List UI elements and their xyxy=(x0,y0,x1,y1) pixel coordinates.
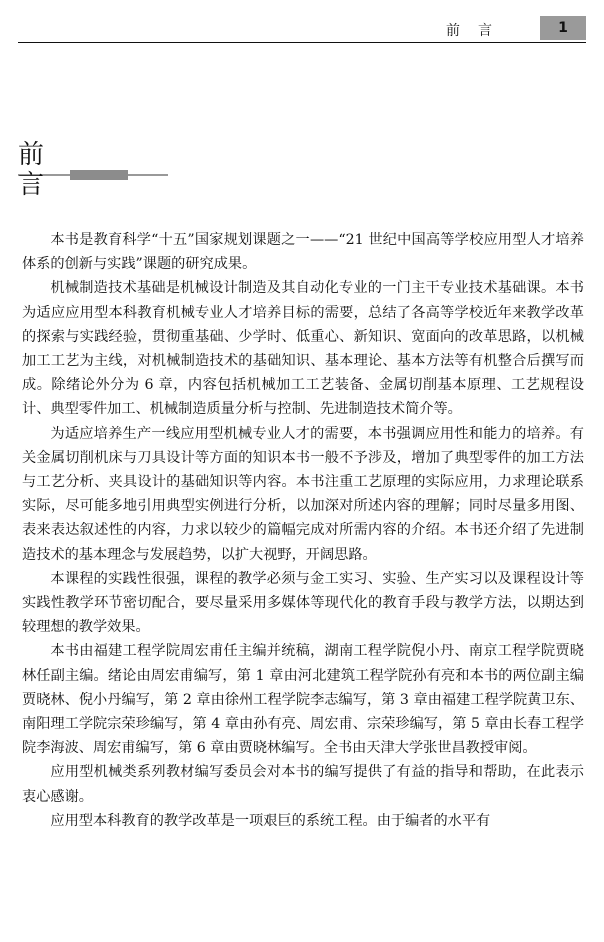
paragraph: 为适应培养生产一线应用型机械专业人才的需要，本书强调应用性和能力的培养。有关金属切削机床与刀具设计等方面的知识本书一般不予涉及，增加了典型零件的加工方法与工艺分析、夹具设计的基础知识等内容。本书注重工艺原理的实际应用，力求理论联系实际，尽可能多地引用典型实例进行分析，以加深对所述内容的理解；同时尽量多用图、表来表达叙述性的内容，力求以较少的篇幅完成对所需内容的介绍。本书还介绍了先进制造技术的基本理念与发展趋势，以扩大视野，开阔思路。 xyxy=(22,425,584,563)
paragraph: 机械制造技术基础是机械设计制造及其自动化专业的一门主干专业技术基础课。本书为适应应用型本科教育机械专业人才培养目标的需要，总结了各高等学校近年来教学改革的探索与实践经验，贯彻重基础、少学时、低重心、新知识、宽面向的改革思路，以机械加工工艺为主线，对机械制造技术的基础知识、基本理论、基本方法等有机整合后撰写而成。除绪论外分为 6 章，内容包括机械加工工艺装备、金属切削基本原理、工艺规程设计、典型零件加工、机械制造质量分析与控制、先进制造技术简介等。 xyxy=(22,280,584,418)
paragraph: 本课程的实践性很强，课程的教学必须与金工实习、实验、生产实习以及课程设计等实践性教学环节密切配合，要尽量采用多媒体等现代化的教育手段与教学方法，以期达到较理想的教学效果。 xyxy=(22,570,584,636)
chapter-heading xyxy=(18,140,178,200)
running-header xyxy=(18,14,586,43)
running-title: 前言 xyxy=(446,23,510,39)
paragraph: 应用型本科教育的教学改革是一项艰巨的系统工程。由于编者的水平有 xyxy=(50,812,491,829)
preface-body xyxy=(22,228,584,833)
chapter-title: 前言 xyxy=(18,140,115,200)
paragraph: 本书由福建工程学院周宏甫任主编并统稿，湖南工程学院倪小丹、南京工程学院贾晓林任副主编。绪论由周宏甫编写，第 1 章由河北建筑工程学院孙有亮和本书的两位副主编贾晓林、倪小丹编写，第 2 章由徐州工程学院李志编写，第 3 章由福建工程学院黄卫东、南阳理工学院宗荣珍编写，第 4 章由孙有亮、周宏甫、宗荣珍编写，第 5 章由长春工程学院李海波、周宏甫编写，第 6 章由贾晓林编写。全书由天津大学张世昌教授审阅。 xyxy=(22,643,584,757)
paragraph: 本书是教育科学“十五”国家规划课题之一——“21 世纪中国高等学校应用型人才培养体系的创新与实践”课题的研究成果。 xyxy=(22,232,584,273)
paragraph: 应用型机械类系列教材编写委员会对本书的编写提供了有益的指导和帮助，在此表示衷心感谢。 xyxy=(22,764,584,805)
page-number-badge: 1 xyxy=(540,16,586,40)
